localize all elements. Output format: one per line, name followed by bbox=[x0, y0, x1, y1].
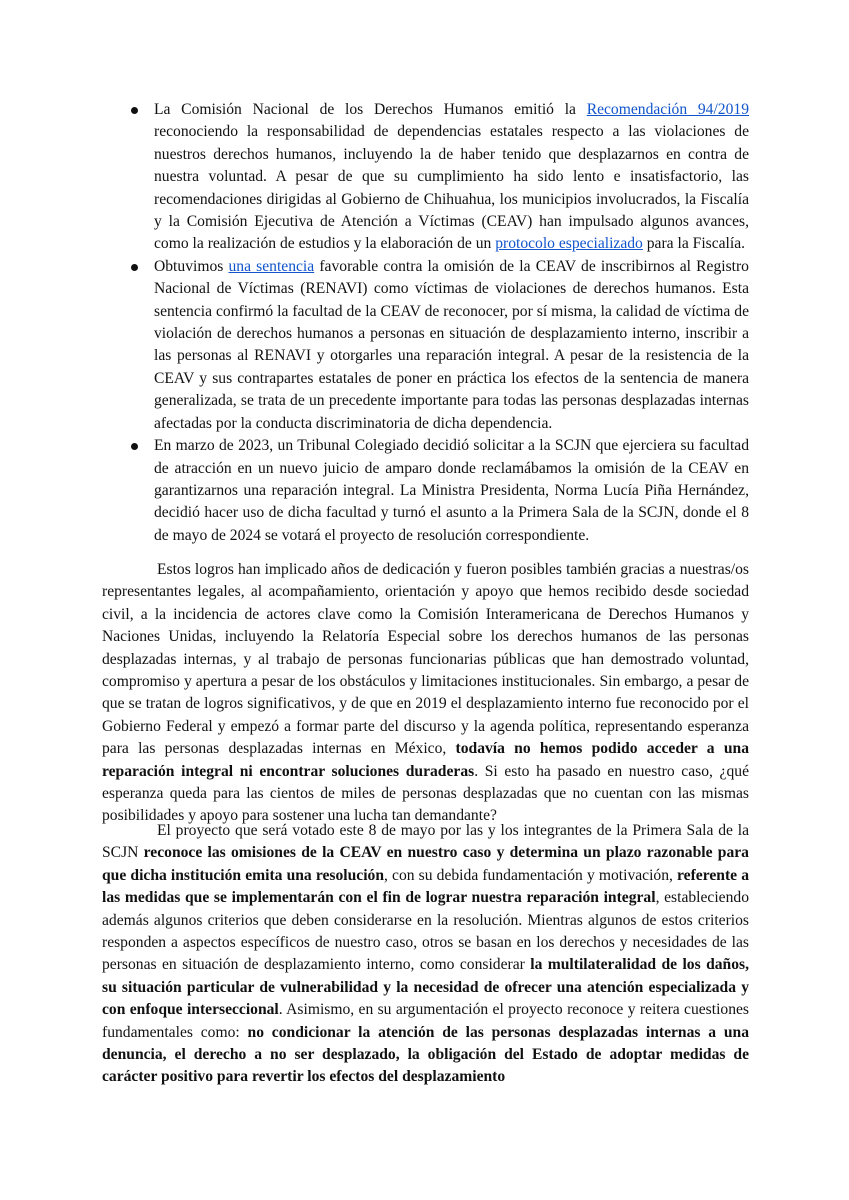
list-item bbox=[131, 99, 749, 256]
recomendacion-link[interactable]: Recomendación 94/2019 bbox=[586, 101, 749, 118]
paragraph-bold-text: reconoce las omisiones de la CEAV en nuestro caso y determina un plazo razonable para que dicha institución emita una resolución bbox=[102, 844, 749, 884]
list-item-text: La Comisión Nacional de los Derechos Humanos emitió la bbox=[154, 101, 587, 118]
paragraph-text: Estos logros han implicado años de dedicación y fueron posibles también gracias a nuestras/os representantes legales, al acompañamiento, orientación y apoyo que hemos recibido desde sociedad civil, a la incidencia de actores clave como la Comisión Interamericana de Derechos Humanos y Naciones Unidas, incluyendo la Relatoría Especial sobre los derechos humanos de las personas desplazadas internas, y al trabajo de personas funcionarias públicas que han demostrado voluntad, compromiso y apertura a pesar de los obstáculos y limitaciones institucionales. Sin embargo, a pesar de que se tratan de logros significativos, y de que en 2019 el desplazamiento interno fue reconocido por el Gobierno Federal y empezó a formar parte del discurso y la agenda política, representando esperanza para las personas desplazadas internas en México, bbox=[102, 561, 749, 758]
list-item bbox=[131, 435, 749, 547]
sentencia-link[interactable]: una sentencia bbox=[228, 257, 315, 275]
bullet-icon bbox=[131, 264, 138, 271]
paragraph-bold-text: la multilateralidad de los daños, su situación particular de vulnerabilidad y la necesidad de ofrecer una atención especializada y con enfoque interseccional bbox=[102, 956, 749, 1019]
list-item-text: En marzo de 2023, un Tribunal Colegiado decidió solicitar a la SCJN que ejerciera su facultad de atracción en un nuevo juicio de amparo donde reclamábamos la omisión de la CEAV en garantizarnos una reparación integral. La Ministra Presidenta, Norma Lucía Piña Hernández, decidió hacer uso de dicha facultad y turnó el asunto a la Primera Sala de la SCJN, donde el 8 de mayo de 2024 se votará el proyecto de resolución correspondiente. bbox=[154, 437, 749, 544]
paragraph-project bbox=[102, 820, 749, 1089]
paragraph-text: El proyecto que será votado este 8 de mayo por las y los integrantes de la Primera Sala de la SCJN bbox=[102, 822, 749, 862]
bullet-icon bbox=[131, 443, 138, 450]
paragraph-text: . Si esto ha pasado en nuestro caso, ¿qué esperanza queda para las cientos de miles de personas desplazadas que no cuentan con las mismas posibilidades y apoyo para sostener una lucha tan demandante? bbox=[102, 762, 749, 825]
paragraph-text: , estableciendo además algunos criterios que deben considerarse en la resolución. Mientras algunos de estos criterios responden a aspectos específicos de nuestro caso, otros se basan en los derechos y necesidades de las personas en situación de desplazamiento interno, como considerar bbox=[102, 889, 749, 974]
list-item-text: para la Fiscalía. bbox=[642, 235, 746, 253]
achievements-list bbox=[131, 99, 749, 547]
paragraph-text: . Asimismo, en su argumentación el proyecto reconoce y reitera cuestiones fundamentales como: bbox=[102, 1001, 749, 1041]
list-item-text: reconociendo la responsabilidad de dependencias estatales respecto a las violaciones de nuestros derechos humanos, incluyendo la de haber tenido que desplazarnos en contra de nuestra voluntad. A pesar de que su cumplimiento ha sido lento e insatisfactorio, las recomendaciones dirigidas al Gobierno de Chihuahua, los municipios involucrados, la Fiscalía y la Comisión Ejecutiva de Atención a Víctimas (CEAV) han impulsado algunos avances, como la realización de estudios y la elaboración de un bbox=[154, 123, 749, 253]
list-item bbox=[131, 256, 749, 435]
paragraph-bold-text: referente a las medidas que se implementarán con el fin de lograr nuestra reparación integral bbox=[102, 866, 749, 907]
protocolo-link[interactable]: protocolo especializado bbox=[495, 235, 643, 253]
list-item-text: favorable contra la omisión de la CEAV de inscribirnos al Registro Nacional de Víctimas (RENAVI) como víctimas de violaciones de derechos humanos. Esta sentencia confirmó la facultad de la CEAV de reconocer, por sí misma, la calidad de víctima de violación de derechos humanos a personas en situación de desplazamiento interno, inscribir a las personas al RENAVI y otorgarles una reparación integral. A pesar de la resistencia de la CEAV y sus contrapartes estatales de poner en práctica los efectos de la sentencia de manera generalizada, se trata de un precedente importante para todas las personas desplazadas internas afectadas por la conducta discriminatoria de dicha dependencia. bbox=[154, 257, 749, 432]
paragraph-bold-text: todavía no hemos podido acceder a una reparación integral ni encontrar soluciones duraderas bbox=[102, 740, 749, 780]
list-item-text: Obtuvimos bbox=[154, 257, 229, 275]
paragraph-bold-text: no condicionar la atención de las personas desplazadas internas a una denuncia, el derecho a no ser desplazado, la obligación del Estado de adoptar medidas de carácter positivo para revertir los efectos del desplazamiento bbox=[102, 1023, 749, 1086]
bullet-icon bbox=[131, 107, 138, 114]
paragraph-text: , con su debida fundamentación y motivación, bbox=[384, 866, 678, 884]
paragraph-achievements bbox=[102, 559, 749, 828]
